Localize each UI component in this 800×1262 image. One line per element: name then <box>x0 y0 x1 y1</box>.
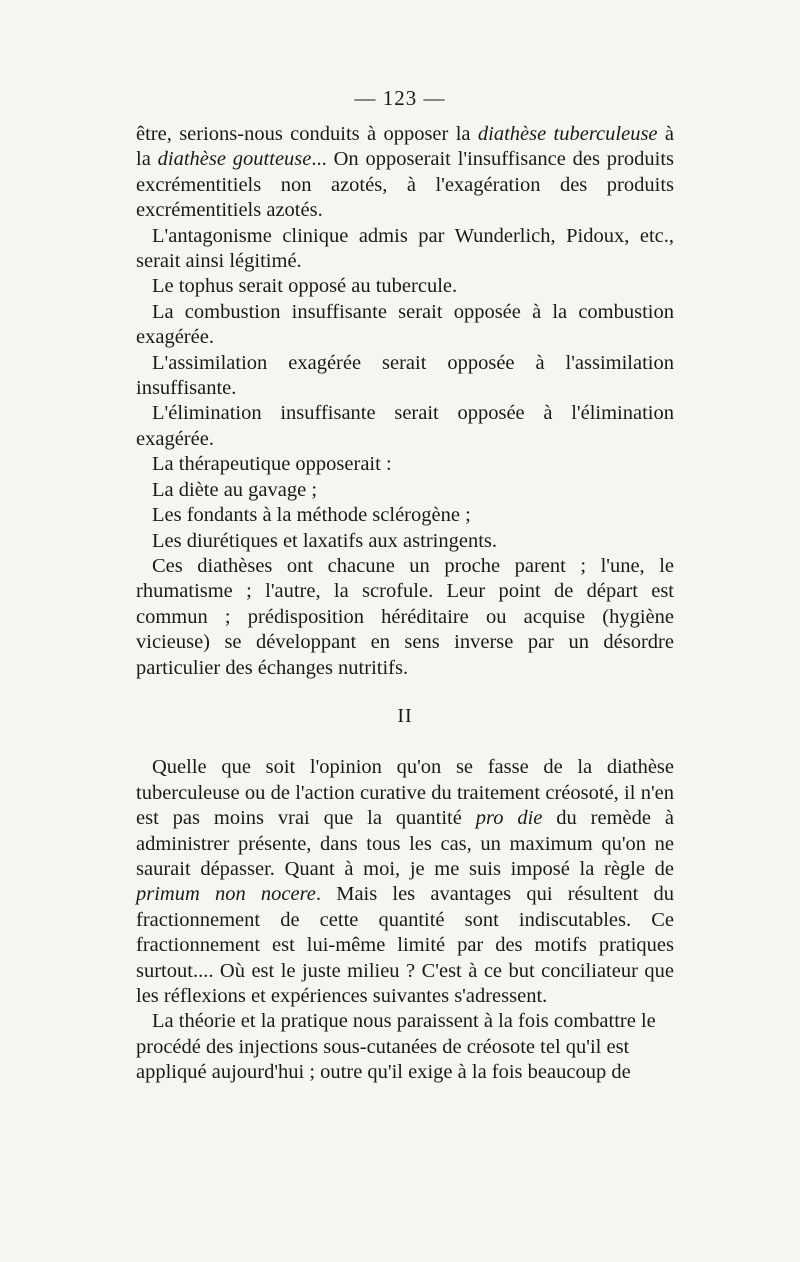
italic-text: diathèse tuberculeuse <box>477 123 658 145</box>
text-run: Les fondants à la méthode sclérogène ; <box>152 504 471 527</box>
italic-text: pro die <box>475 807 543 830</box>
text-run: Quelle que soit l'opinion qu'on se fasse de la diathèse tuberculeuse ou de l'action curative du traitement créosoté, il n'en est pas moins vrai que la quantité <box>136 756 674 830</box>
paragraphs-top <box>136 122 674 681</box>
text-run: La diète au gavage ; <box>152 478 318 501</box>
text-run: à la <box>136 123 674 171</box>
paragraph <box>136 452 674 477</box>
italic-text: primum non nocere <box>136 883 316 906</box>
paragraph <box>136 274 674 299</box>
italic-text: diathèse goutteuse <box>157 148 312 171</box>
text-run: La thérapeutique opposerait : <box>152 453 392 476</box>
text-run: La combustion insuffisante serait opposée à la combustion exagérée. <box>136 300 674 349</box>
paragraph <box>136 224 674 275</box>
text-run: . Mais les avantages qui résultent du fractionnement de cette quantité sont indiscutables. Ce fractionnement est lui-même limité par des motifs pratiques surtout.... Où est le juste milieu ? C'est à ce but conciliateur que les réflexions et expériences suivantes s'adressent. <box>136 883 674 1007</box>
paragraphs-bottom <box>136 755 674 1085</box>
page-number: — 123 — <box>354 86 446 110</box>
text-run: être, serions-nous conduits à opposer la <box>136 123 478 145</box>
text-run: La théorie et la pratique nous paraissent à la fois combattre le procédé des injections sous-cutanées de créosote tel qu'il est appliqué aujourd'hui ; outre qu'il exige à la fois beaucoup de <box>136 1010 656 1084</box>
paragraph <box>136 755 674 1009</box>
paragraph <box>136 401 674 452</box>
paragraph <box>136 351 674 402</box>
text-run: L'assimilation exagérée serait opposée à l'assimilation insuffisante. <box>136 351 674 400</box>
paragraph <box>136 503 674 528</box>
text-run: ... On opposerait l'insuffisance des produits excrémentitiels non azotés, à l'exagération des produits excrémentitiels azotés. <box>136 148 674 222</box>
paragraph <box>136 529 674 554</box>
paragraph <box>136 122 674 224</box>
body-text <box>136 122 674 1086</box>
text-run: L'élimination insuffisante serait opposée à l'élimination exagérée. <box>136 402 674 450</box>
text-run: Les diurétiques et laxatifs aux astringents. <box>152 529 497 552</box>
text-run: Le tophus serait opposé au tubercule. <box>152 275 458 298</box>
paragraph <box>136 300 674 351</box>
section-heading: II <box>397 704 413 727</box>
paragraph <box>136 1009 674 1085</box>
text-run: du remède à administrer présente, dans tous les cas, un maximum qu'on ne saurait dépasser. Quant à moi, je me suis imposé la règle de <box>136 807 674 880</box>
text-run: Ces diathèses ont chacune un proche parent ; l'une, le rhumatisme ; l'autre, la scrofule. Leur point de départ est commun ; prédisposition héréditaire ou acquise (hygiène vicieuse) se développant en sens inverse par un désordre particulier des échanges nutritifs. <box>136 554 674 679</box>
paragraph <box>136 554 674 681</box>
paragraph <box>136 478 674 503</box>
text-run: L'antagonisme clinique admis par Wunderlich, Pidoux, etc., serait ainsi légitimé. <box>136 224 674 273</box>
